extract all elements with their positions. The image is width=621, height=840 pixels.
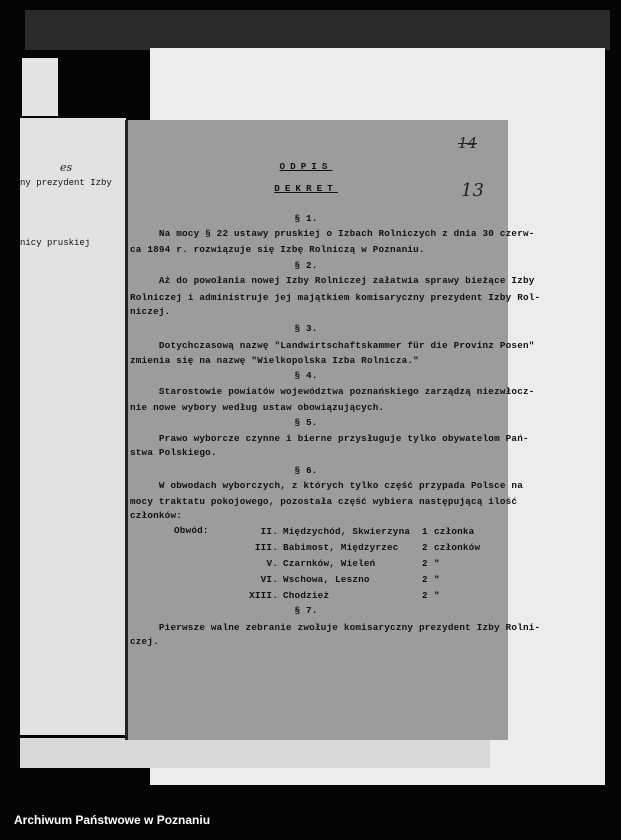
text-line: niczej.: [130, 306, 171, 317]
district-count: 2: [422, 542, 428, 553]
archive-footer: Archiwum Państwowe w Poznaniu: [14, 813, 211, 827]
district-name: Wschowa, Leszno: [283, 574, 370, 585]
district-count: 1: [422, 526, 428, 537]
text-line: czej.: [130, 636, 159, 647]
text-line: ca 1894 r. rozwiązuje się Izbę Rolniczą w Poznaniu.: [130, 244, 425, 255]
section-heading: § 2.: [294, 260, 318, 271]
district-num: III.: [254, 542, 278, 553]
doc-subtitle: DEKRET: [274, 183, 338, 194]
district-unit: członka: [434, 526, 475, 537]
text-line: stwa Polskiego.: [130, 447, 217, 458]
district-name: Czarnków, Wieleń: [283, 558, 376, 569]
district-name: Międzychód, Skwierzyna: [283, 526, 411, 537]
film-strip: [25, 10, 610, 50]
text-line: W obwodach wyborczych, z których tylko część przypada Polsce na: [130, 480, 523, 491]
text-line: Aż do powołania nowej Izby Rolniczej załatwia sprawy bieżące Izby: [130, 275, 535, 286]
handwritten-correction: es: [60, 161, 73, 174]
decree-document: [125, 120, 541, 740]
left-page: [20, 118, 126, 735]
page-number: 13: [461, 180, 484, 201]
district-num: II.: [260, 526, 278, 537]
left-page-line: ny prezydent Izby: [20, 178, 112, 188]
section-heading: § 7.: [294, 605, 318, 616]
doc-title: ODPIS: [279, 161, 333, 172]
text-line: mocy traktatu pokojowego, pozostała część wybiera następującą ilość: [130, 496, 518, 507]
text-line: Starostowie powiatów województwa poznańskiego zarządzą niezwłocz-: [130, 386, 535, 397]
district-count: 2: [422, 574, 428, 585]
district-count: 2: [422, 558, 428, 569]
text-line: Dotychczasową nazwę "Landwirtschaftskammer für die Provinz Posen": [130, 340, 535, 351]
section-heading: § 1.: [294, 213, 318, 224]
text-line: zmienia się na nazwę "Wielkopolska Izba Rolnicza.": [130, 355, 419, 366]
table-label: Obwód:: [174, 525, 209, 536]
section-heading: § 4.: [294, 370, 318, 381]
page-number-struck: 14: [458, 134, 478, 152]
district-count: 2: [422, 590, 428, 601]
district-unit: ": [434, 574, 440, 585]
left-page-line: nicy pruskiej: [20, 238, 91, 248]
text-line: Rolniczej i administruje jej majątkiem komisaryczny prezydent Izby Rol-: [130, 292, 541, 303]
district-unit: członków: [434, 542, 481, 553]
district-num: VI.: [260, 574, 278, 585]
district-unit: ": [434, 558, 440, 569]
section-heading: § 6.: [294, 465, 318, 476]
district-unit: ": [434, 590, 440, 601]
district-num: V.: [266, 558, 278, 569]
text-line: członków:: [130, 510, 183, 521]
district-num: XIII.: [249, 590, 278, 601]
section-heading: § 3.: [294, 323, 318, 334]
section-heading: § 5.: [294, 417, 318, 428]
paper-tab: [22, 58, 58, 116]
text-line: Na mocy § 22 ustawy pruskiej o Izbach Rolniczych z dnia 30 czerw-: [130, 228, 535, 239]
text-line: Pierwsze walne zebranie zwołuje komisaryczny prezydent Izby Rolni-: [130, 622, 541, 633]
text-line: Prawo wyborcze czynne i bierne przysługuje tylko obywatelom Pań-: [130, 433, 529, 444]
lower-sheet: [20, 738, 490, 768]
district-name: Chodzież: [283, 590, 330, 601]
district-name: Babimost, Międzyrzec: [283, 542, 399, 553]
text-line: nie nowe wybory według ustaw obowiązujących.: [130, 402, 385, 413]
